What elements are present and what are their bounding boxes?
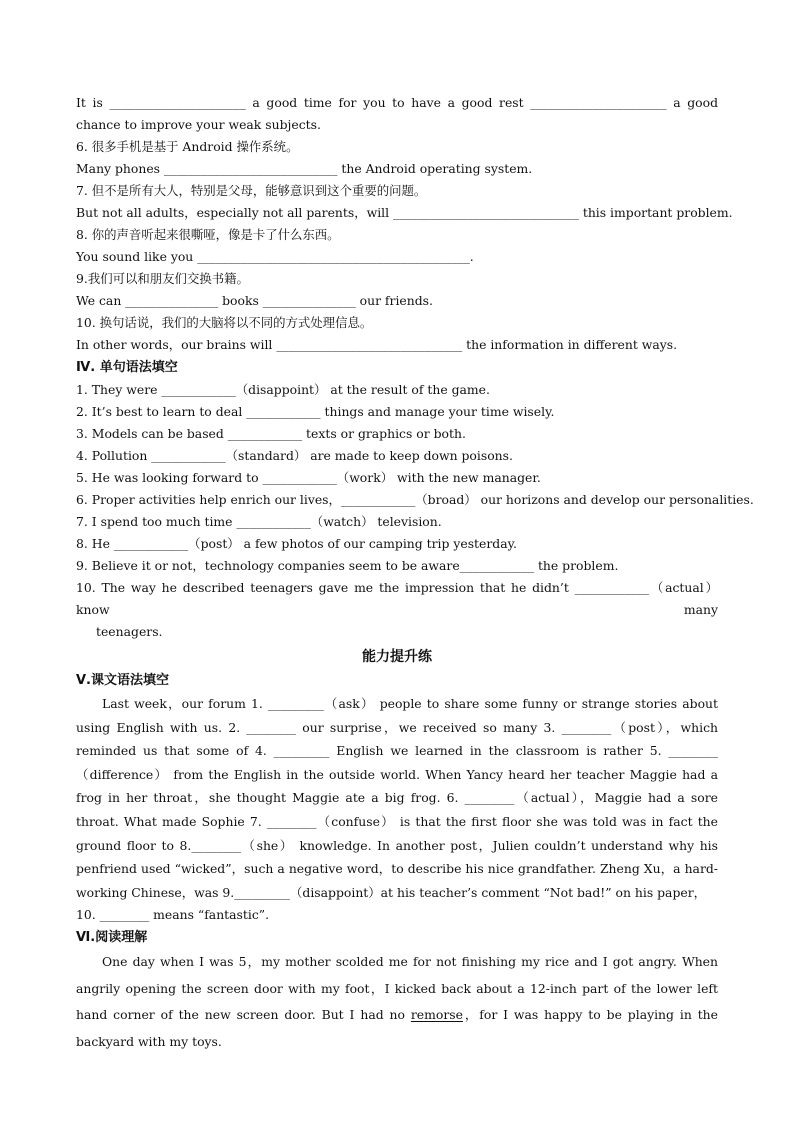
grammar-fill-paragraph <box>76 692 718 904</box>
section-4-title: Ⅳ. 单句语法填空 <box>76 360 178 375</box>
list-item: 7. I spend too much time ____________（watch） television. <box>76 514 442 529</box>
section-6-title: Ⅵ.阅读理解 <box>76 930 148 946</box>
paragraph-text: One day when I was 5，my mother scolded me for not finishing my rice and I got angry. When angrily opening the screen door with my foot，I kicked back about a 12-inch part of the lower left hand corner of the new screen door. But I had no <box>76 954 718 1023</box>
question-10-chinese: 10. 换句话说，我们的大脑将以不同的方式处理信息。 <box>76 315 373 330</box>
list-item: 5. He was looking forward to ____________（work） with the new manager. <box>76 470 541 485</box>
document-page <box>76 92 754 1055</box>
paragraph-text: ，for I was happy to be playing in the backyard with my toys. <box>76 1007 718 1049</box>
question-6-english: Many phones ____________________________ the Android operating system. <box>76 161 533 176</box>
question-6-chinese: 6. 很多手机是基于 Android 操作系统。 <box>76 139 299 154</box>
ability-section-title: 能力提升练 <box>362 649 432 665</box>
question-7-english: But not all adults，especially not all parents，will ______________________________ this important problem. <box>76 205 733 220</box>
section-5-title: Ⅴ.课文语法填空 <box>76 673 169 688</box>
list-item: 9. Believe it or not，technology companies seem to be aware____________ the problem. <box>76 558 619 573</box>
list-item: 6. Proper activities help enrich our lives，____________（broad） our horizons and develop our personalities. <box>76 492 754 507</box>
text-line: It is ______________________ a good time for you to have a good rest ______________________ a good <box>76 95 718 110</box>
text-line: chance to improve your weak subjects. <box>76 117 321 132</box>
question-9-chinese: 9.我们可以和朋友们交换书籍。 <box>76 271 249 286</box>
question-8-chinese: 8. 你的声音听起来很嘶哑，像是卡了什么东西。 <box>76 227 340 242</box>
list-item: 3. Models can be based ____________ texts or graphics or both. <box>76 426 466 441</box>
paragraph-text: Last week，our forum 1. _________（ask） people to share some funny or strange stories about using English with us. 2. ________ our surprise，we received so many 3. ________（post），which reminded us that some of 4. _________ English we learned in the classroom is rather 5. ________（difference） from the English in the outside world. When Yancy heard her teacher Maggie had a frog in her throat，she thought Maggie ate a big frog. 6. ________（actual），Maggie had a sore throat. What made Sophie 7. ________（confuse） is that the first floor she was told was in fact the ground floor to 8.________（she） knowledge. In another post，Julien couldn’t understand why his penfriend used “wicked”，such a negative word，to describe his nice grandfather. Zheng Xu，a hard-working Chinese，was 9._________（disappoint）at his teacher’s comment “Not bad!” on his paper， <box>76 696 718 900</box>
question-9-english: We can _______________ books _______________ our friends. <box>76 293 433 308</box>
list-item: 1. They were ____________（disappoint） at the result of the game. <box>76 382 490 397</box>
underlined-word: remorse <box>410 1007 463 1023</box>
list-item-continuation: teenagers. <box>96 624 163 639</box>
question-7-chinese: 7. 但不是所有大人，特别是父母，能够意识到这个重要的问题。 <box>76 183 427 198</box>
list-item: 4. Pollution ____________（standard） are made to keep down poisons. <box>76 448 513 463</box>
question-8-english: You sound like you ____________________________________________. <box>76 249 474 264</box>
reading-paragraph <box>76 949 718 1055</box>
list-item: 8. He ____________（post） a few photos of our camping trip yesterday. <box>76 536 517 551</box>
list-item: 10. The way he described teenagers gave me the impression that he didn’t ____________（actual） know many <box>76 580 718 617</box>
list-item: 2. It’s best to learn to deal ____________ things and manage your time wisely. <box>76 404 555 419</box>
paragraph-last-line: 10. ________ means “fantastic”. <box>76 907 270 923</box>
question-10-english: In other words，our brains will ______________________________ the information in different ways. <box>76 337 678 352</box>
